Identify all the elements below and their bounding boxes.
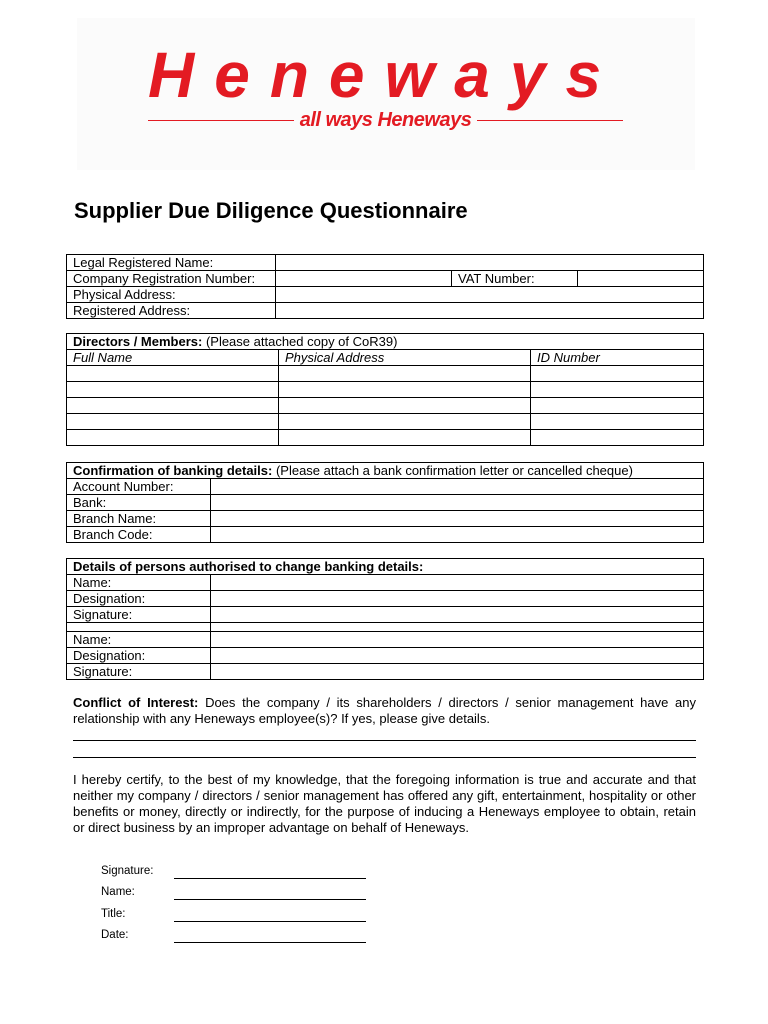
spacer-cell: [67, 623, 211, 632]
table-row: [67, 382, 704, 398]
person1-signature-label: Signature:: [67, 607, 211, 623]
table-row: [67, 414, 704, 430]
table-row: [67, 479, 704, 495]
registered-address-field[interactable]: [276, 303, 704, 319]
tagline-rule-left: [148, 120, 294, 121]
banking-heading-bold: Confirmation of banking details:: [73, 463, 273, 478]
authorised-persons-table: [66, 558, 704, 680]
table-row: [67, 495, 704, 511]
signoff-name-line[interactable]: [174, 899, 366, 900]
person1-name-label: Name:: [67, 575, 211, 591]
column-header-full-name: Full Name: [67, 350, 279, 366]
director-id-cell[interactable]: [531, 430, 704, 446]
conflict-label: Conflict of Interest:: [73, 695, 199, 710]
banking-table: [66, 462, 704, 543]
table-row: [67, 648, 704, 664]
vat-label: VAT Number:: [452, 271, 578, 287]
signoff-signature-line[interactable]: [174, 878, 366, 879]
column-header-physical-address: Physical Address: [279, 350, 531, 366]
director-address-cell[interactable]: [279, 398, 531, 414]
branch-name-field[interactable]: [211, 511, 704, 527]
table-row: [67, 632, 704, 648]
authorised-heading: Details of persons authorised to change banking details:: [67, 559, 704, 575]
director-id-cell[interactable]: [531, 414, 704, 430]
director-address-cell[interactable]: [279, 414, 531, 430]
table-row: [67, 463, 704, 479]
director-name-cell[interactable]: [67, 382, 279, 398]
table-row: [67, 398, 704, 414]
signoff-name-label: Name:: [101, 886, 135, 898]
signoff-signature-label: Signature:: [101, 865, 154, 877]
column-header-id-number: ID Number: [531, 350, 704, 366]
company-details-table: [66, 254, 704, 319]
branch-name-label: Branch Name:: [67, 511, 211, 527]
vat-field[interactable]: [578, 271, 704, 287]
table-row: [67, 430, 704, 446]
brand-logo: Heneways: [148, 39, 622, 111]
director-address-cell[interactable]: [279, 382, 531, 398]
table-row: [67, 559, 704, 575]
page-title: Supplier Due Diligence Questionnaire: [74, 198, 468, 223]
person2-name-field[interactable]: [211, 632, 704, 648]
branch-code-label: Branch Code:: [67, 527, 211, 543]
legal-name-field[interactable]: [276, 255, 704, 271]
person2-designation-label: Designation:: [67, 648, 211, 664]
bank-label: Bank:: [67, 495, 211, 511]
brand-tagline-row: [148, 106, 623, 134]
table-row: [67, 271, 704, 287]
director-id-cell[interactable]: [531, 382, 704, 398]
conflict-of-interest-question: [73, 695, 696, 727]
reg-number-label: Company Registration Number:: [67, 271, 276, 287]
reg-number-field[interactable]: [276, 271, 452, 287]
directors-heading: [67, 334, 704, 350]
table-row: [67, 575, 704, 591]
table-row: [67, 334, 704, 350]
directors-heading-note: (Please attached copy of CoR39): [202, 334, 398, 349]
signoff-title-line[interactable]: [174, 921, 366, 922]
table-row: [67, 623, 704, 632]
brand-tagline: all ways Heneways: [299, 108, 472, 131]
physical-address-label: Physical Address:: [67, 287, 276, 303]
person2-signature-label: Signature:: [67, 664, 211, 680]
director-name-cell[interactable]: [67, 398, 279, 414]
table-row: [67, 664, 704, 680]
director-name-cell[interactable]: [67, 414, 279, 430]
director-name-cell[interactable]: [67, 430, 279, 446]
banking-heading: [67, 463, 704, 479]
banking-heading-note: (Please attach a bank confirmation letter or cancelled cheque): [272, 463, 633, 478]
table-row: [67, 287, 704, 303]
person2-designation-field[interactable]: [211, 648, 704, 664]
director-name-cell[interactable]: [67, 366, 279, 382]
table-row: [67, 607, 704, 623]
table-row: [67, 366, 704, 382]
directors-heading-bold: Directors / Members:: [73, 334, 203, 349]
account-number-field[interactable]: [211, 479, 704, 495]
tagline-rule-right: [477, 120, 623, 121]
table-row: [67, 255, 704, 271]
conflict-text: Does the company / its shareholders / directors / senior management have any relationship with any Heneways employee(s)? If yes, please give details.: [73, 695, 696, 726]
director-id-cell[interactable]: [531, 366, 704, 382]
conflict-answer-line[interactable]: [73, 740, 696, 741]
physical-address-field[interactable]: [276, 287, 704, 303]
person2-name-label: Name:: [67, 632, 211, 648]
signoff-date-label: Date:: [101, 929, 129, 941]
table-row: [67, 303, 704, 319]
person1-signature-field[interactable]: [211, 607, 704, 623]
legal-name-label: Legal Registered Name:: [67, 255, 276, 271]
branch-code-field[interactable]: [211, 527, 704, 543]
directors-table: [66, 333, 704, 446]
director-address-cell[interactable]: [279, 366, 531, 382]
table-row: [67, 511, 704, 527]
spacer-cell: [211, 623, 704, 632]
signoff-date-line[interactable]: [174, 942, 366, 943]
director-id-cell[interactable]: [531, 398, 704, 414]
person1-designation-label: Designation:: [67, 591, 211, 607]
signoff-title-label: Title:: [101, 908, 126, 920]
table-row: [67, 591, 704, 607]
bank-field[interactable]: [211, 495, 704, 511]
certification-statement: I hereby certify, to the best of my knowledge, that the foregoing information is true and accurate and that neither my company / directors / senior management has offered any gift, entertainment, hospitality or other benefits or money, directly or indirectly, for the purpose of inducing a Heneways employee to obtain, retain or direct business by an improper advantage on behalf of Heneways.: [73, 772, 696, 835]
conflict-answer-line[interactable]: [73, 757, 696, 758]
account-number-label: Account Number:: [67, 479, 211, 495]
registered-address-label: Registered Address:: [67, 303, 276, 319]
table-row: [67, 350, 704, 366]
person1-designation-field[interactable]: [211, 591, 704, 607]
person2-signature-field[interactable]: [211, 664, 704, 680]
director-address-cell[interactable]: [279, 430, 531, 446]
table-row: [67, 527, 704, 543]
person1-name-field[interactable]: [211, 575, 704, 591]
